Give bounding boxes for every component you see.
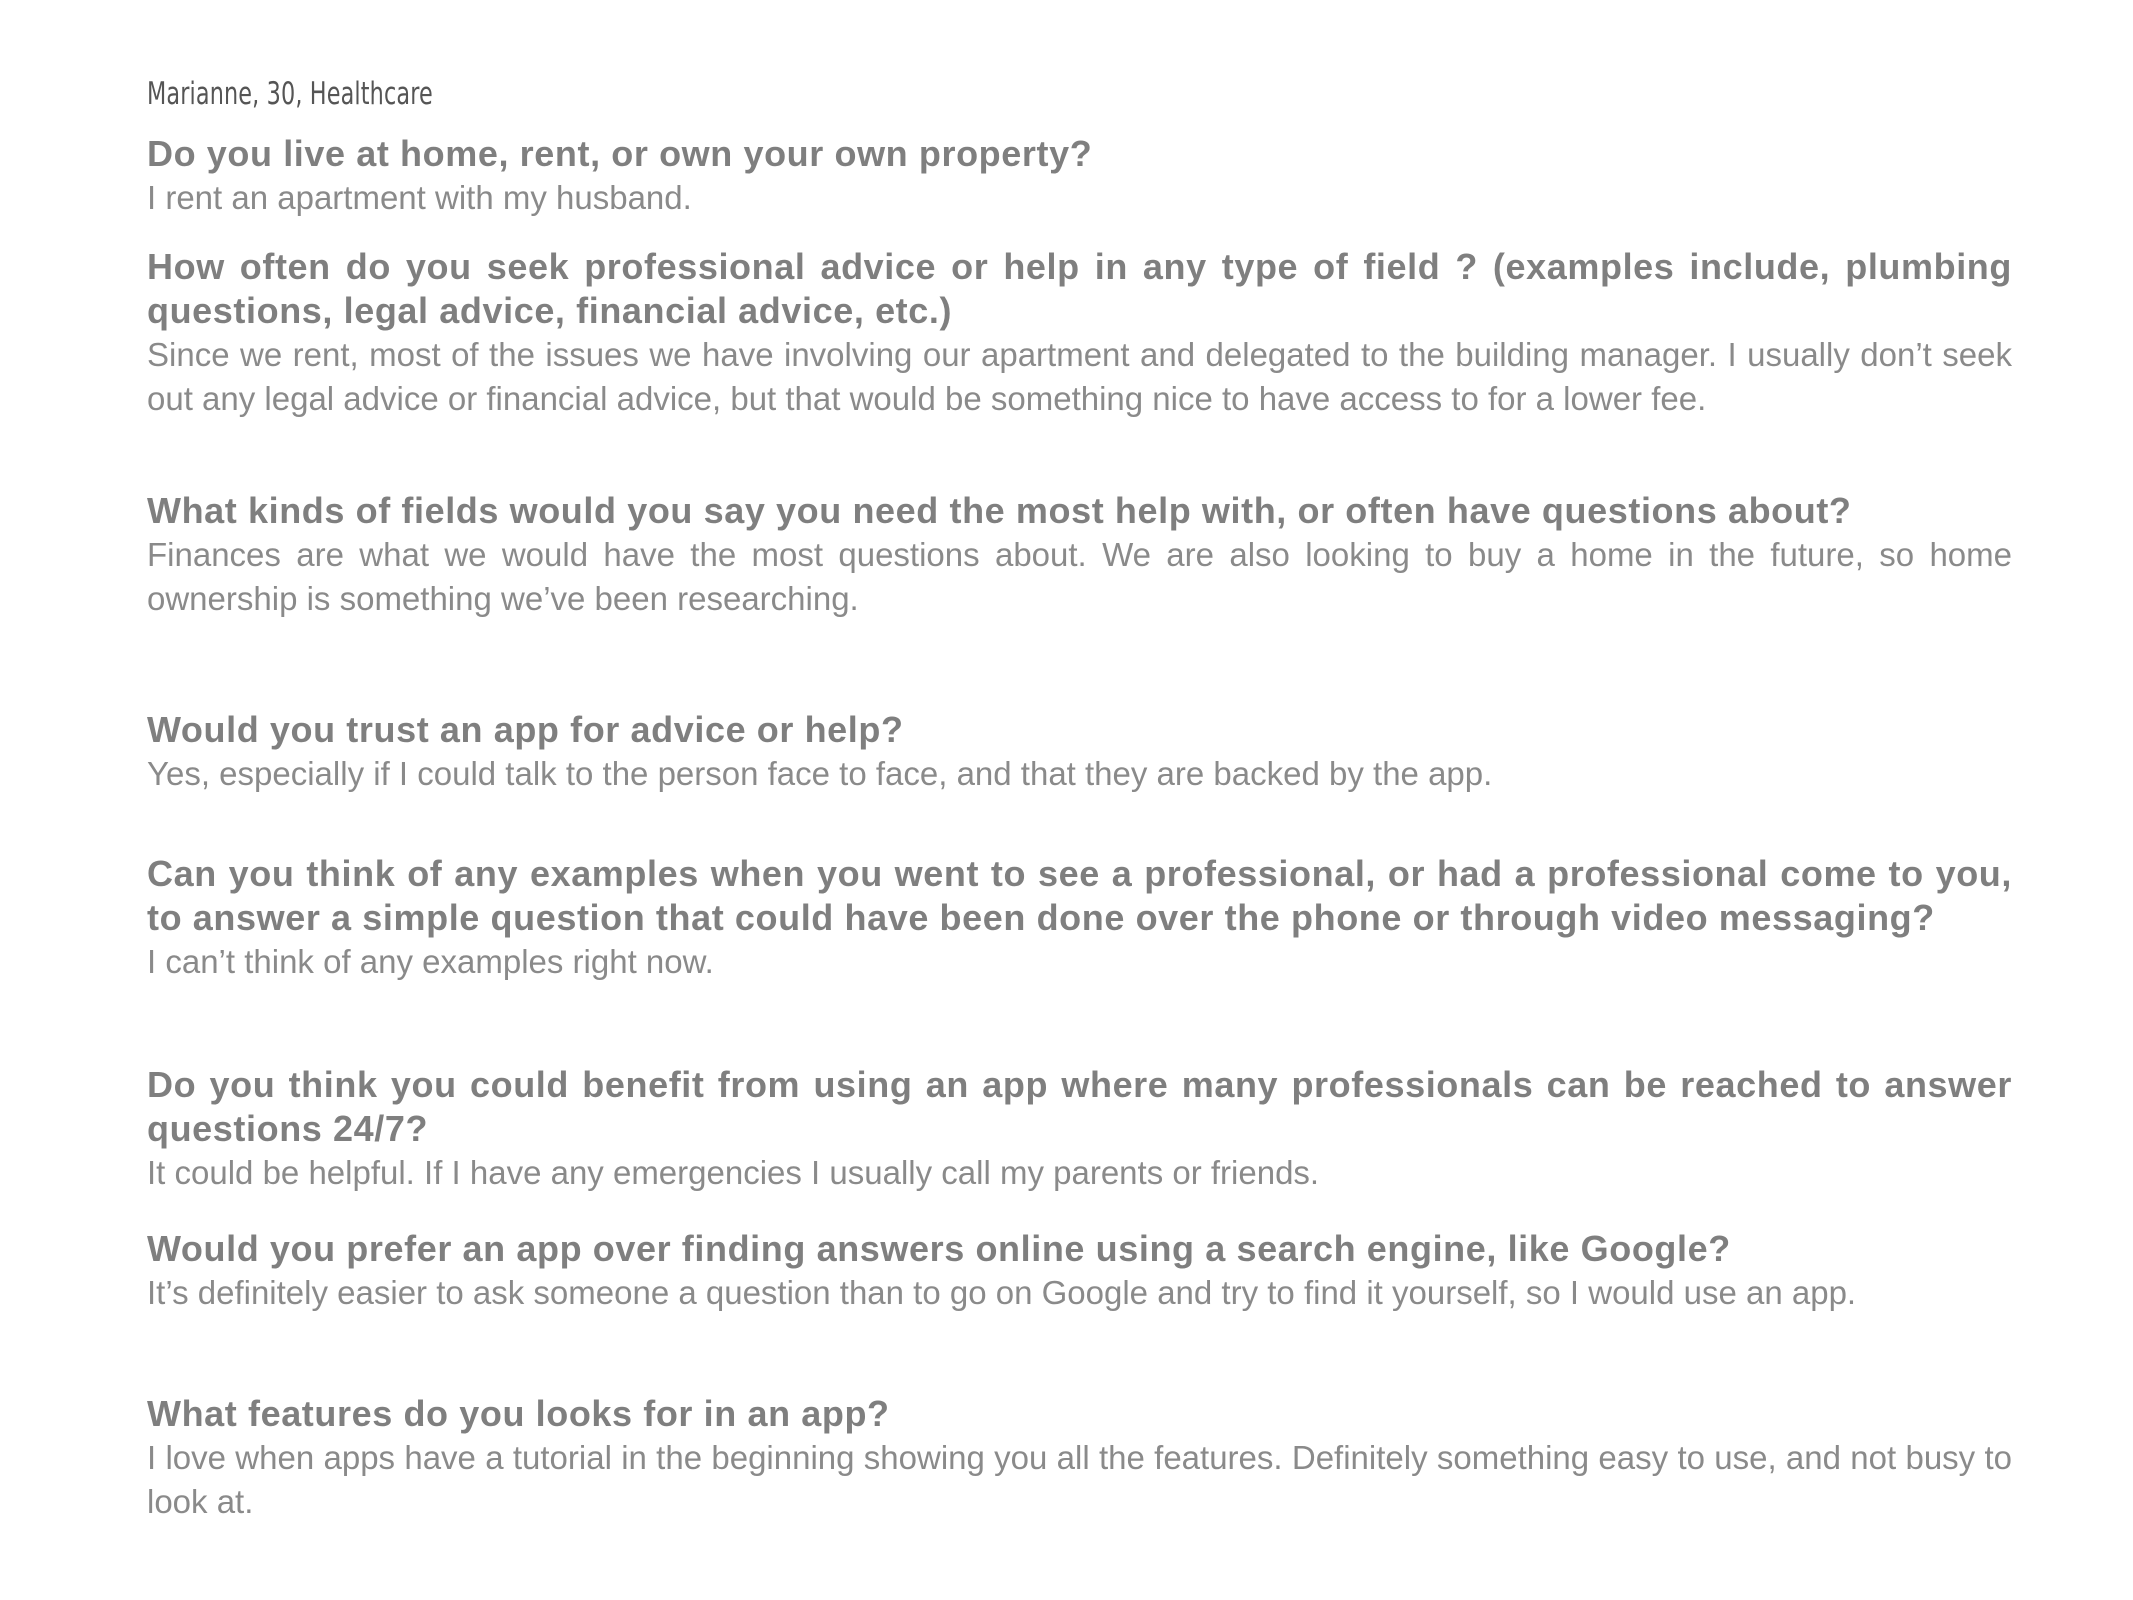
answer: It’s definitely easier to ask someone a question than to go on Google and try to find it yourself, so I would use an app.	[147, 1274, 1857, 1311]
qa-block	[147, 132, 2012, 220]
answer: I love when apps have a tutorial in the beginning showing you all the features. Definitely something easy to use, and not busy to look at.	[147, 1439, 2012, 1520]
qa-block	[147, 1063, 2012, 1195]
answer: I rent an apartment with my husband.	[147, 179, 692, 216]
question: Would you trust an app for advice or help?	[147, 709, 904, 750]
question: Can you think of any examples when you went to see a professional, or had a professional come to you, to answer a simple question that could have been done over the phone or through video messaging?	[147, 853, 2012, 938]
qa-block	[147, 1392, 2012, 1524]
qa-block	[147, 245, 2012, 421]
qa-block	[147, 852, 2012, 984]
question: Would you prefer an app over finding answers online using a search engine, like Google?	[147, 1228, 1731, 1269]
question: Do you live at home, rent, or own your own property?	[147, 133, 1093, 174]
answer: Since we rent, most of the issues we have involving our apartment and delegated to the building manager. I usually don’t seek out any legal advice or financial advice, but that would be something nice to have access to for a lower fee.	[147, 336, 2012, 417]
qa-block	[147, 489, 2012, 621]
answer: Yes, especially if I could talk to the person face to face, and that they are backed by the app.	[147, 755, 1493, 792]
respondent-heading: Marianne, 30, Healthcare	[147, 76, 433, 112]
question: Do you think you could benefit from using an app where many professionals can be reached to answer questions 24/7?	[147, 1064, 2012, 1149]
answer: Finances are what we would have the most questions about. We are also looking to buy a home in the future, so home ownership is something we’ve been researching.	[147, 536, 2012, 617]
qa-block	[147, 708, 2012, 796]
question: What features do you looks for in an app?	[147, 1393, 890, 1434]
answer: It could be helpful. If I have any emergencies I usually call my parents or friends.	[147, 1154, 1320, 1191]
question: What kinds of fields would you say you need the most help with, or often have questions about?	[147, 490, 1852, 531]
qa-block	[147, 1227, 2012, 1315]
question: How often do you seek professional advice or help in any type of field ? (examples include, plumbing questions, legal advice, financial advice, etc.)	[147, 246, 2012, 331]
answer: I can’t think of any examples right now.	[147, 943, 714, 980]
